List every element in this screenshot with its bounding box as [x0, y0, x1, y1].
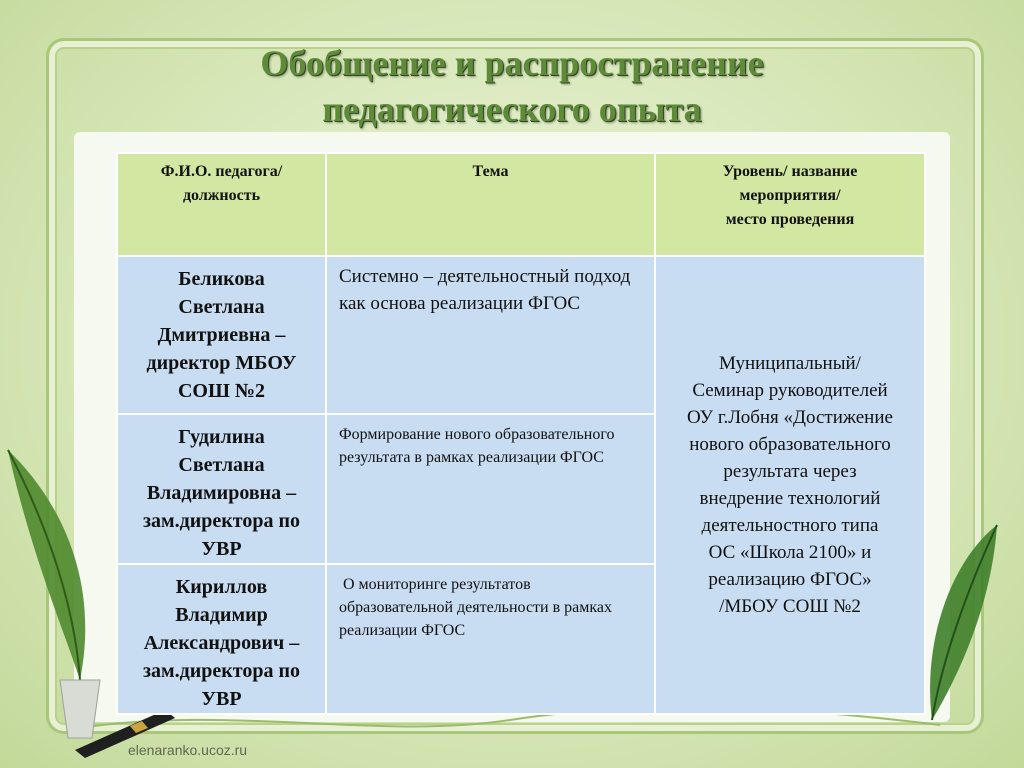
table-row — [117, 256, 925, 414]
name-line: Дмитриевна – — [157, 324, 286, 346]
name-line: Гудилина — [178, 426, 265, 448]
level-line: ОС «Школа 2100» и — [708, 542, 872, 563]
name-line: зам.директора по — [142, 510, 301, 532]
level-line: результата через — [723, 461, 857, 482]
event-level-cell — [655, 256, 925, 714]
level-line: деятельностного типа — [701, 515, 879, 536]
experience-table — [116, 152, 926, 715]
header-text: мероприятия/ — [739, 187, 841, 204]
table-header-row — [117, 153, 925, 256]
name-line: Светлана — [178, 454, 265, 476]
header-text: Уровень/ название — [722, 163, 858, 180]
name-line: Светлана — [178, 296, 265, 318]
title-line-2: педагогического опыта — [322, 89, 702, 129]
level-line: внедрение технологий — [699, 488, 881, 509]
teacher-name-cell — [117, 414, 326, 564]
header-name-column — [117, 153, 326, 256]
name-line: Владимировна – — [146, 482, 297, 504]
name-line: директор МБОУ — [146, 352, 297, 374]
name-line: УВР — [201, 688, 242, 710]
header-text: Ф.И.О. педагога/ — [160, 163, 283, 180]
level-line: Муниципальный/ — [719, 353, 861, 374]
name-line: Кириллов — [175, 576, 268, 598]
name-line: Владимир — [175, 604, 268, 626]
topic-cell: Системно – деятельностный подход как основа реализации ФГОС — [326, 256, 655, 414]
teacher-name-cell — [117, 256, 326, 414]
header-level-column — [655, 153, 925, 256]
level-line: реализацию ФГОС» — [708, 569, 872, 590]
level-line: нового образовательного — [689, 434, 891, 455]
teacher-name-cell — [117, 564, 326, 714]
name-line: Беликова — [178, 268, 265, 290]
header-text: Тема — [472, 163, 509, 180]
name-line: зам.директора по — [142, 660, 301, 682]
slide-title — [0, 40, 1024, 132]
header-text: место проведения — [725, 211, 855, 228]
topic-cell: О мониторинге результатов образовательной деятельности в рамках реализации ФГОС — [326, 564, 655, 714]
header-topic-column — [326, 153, 655, 256]
level-line: Семинар руководителей — [692, 380, 888, 401]
name-line: УВР — [201, 538, 242, 560]
topic-cell: Формирование нового образовательного результата в рамках реализации ФГОС — [326, 414, 655, 564]
level-line: ОУ г.Лобня «Достижение — [687, 407, 893, 428]
name-line: Александрович – — [143, 632, 300, 654]
title-line-1: Обобщение и распространение — [260, 43, 764, 83]
level-line: /МБОУ СОШ №2 — [719, 596, 861, 617]
header-text: должность — [182, 187, 261, 204]
name-line: СОШ №2 — [177, 380, 266, 402]
website-footer: elenaranko.ucoz.ru — [128, 742, 248, 758]
